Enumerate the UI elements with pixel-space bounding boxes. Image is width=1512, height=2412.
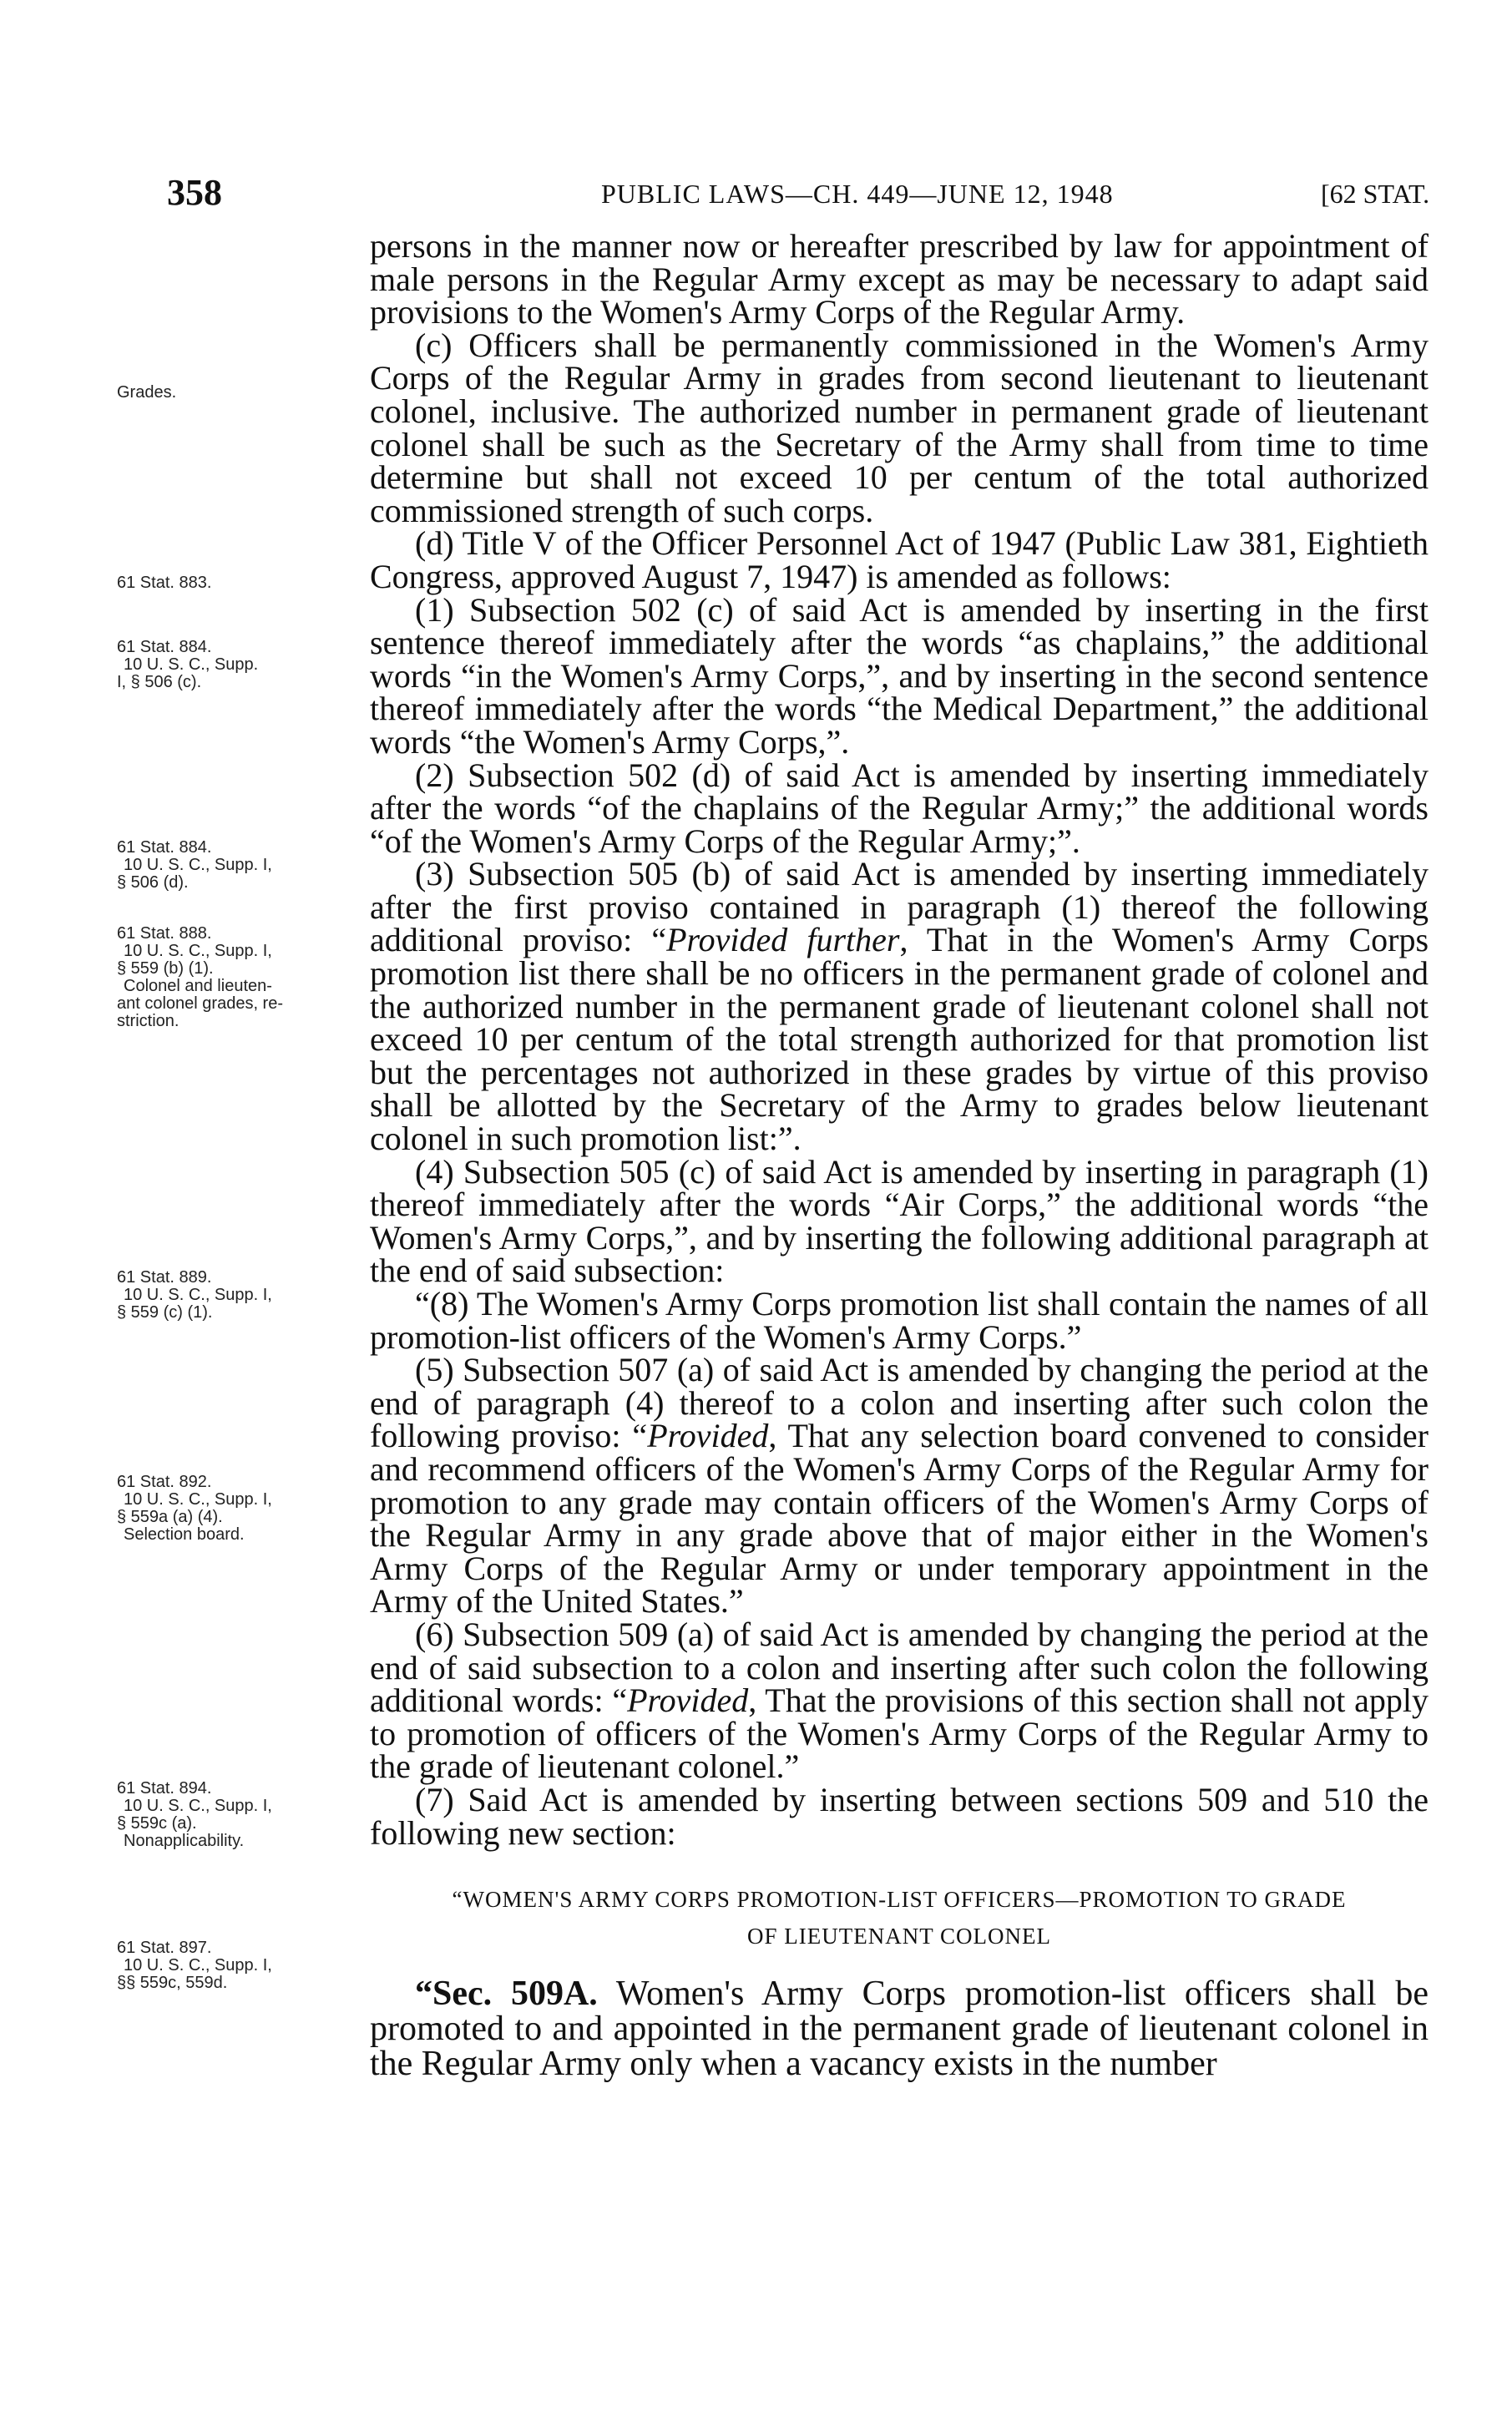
margin-note-text: 10 U. S. C., Supp. I, <box>124 1956 272 1975</box>
margin-note-text: § 559 (c) (1). <box>117 1303 213 1322</box>
margin-note-text: 61 Stat. 894. <box>117 1779 212 1798</box>
paragraph-7: (7) Said Act is amended by inserting between sections 509 and 510 the following new section: <box>370 1780 1429 1852</box>
page-number: 358 <box>167 172 222 213</box>
italic-term: Provided <box>647 1417 769 1455</box>
margin-note-text: striction. <box>117 1012 180 1030</box>
italic-term: Provided <box>627 1681 749 1720</box>
margin-note-text: 61 Stat. 889. <box>117 1268 212 1287</box>
margin-note-grades <box>117 384 359 402</box>
margin-note-text: 61 Stat. 888. <box>117 924 212 943</box>
text-run: (5) Subsection 507 (a) of said Act is amended by changing the period at the end of paragraph (4) thereof to a colon and inserting after such colon the following proviso: “ <box>370 1351 1429 1455</box>
text-run: , That the provisions of this section shall not apply to promotion of officers of the Women's Army Corps of the Regular Army to the grade of lieutenant colonel.” <box>370 1681 1429 1786</box>
margin-note-text: 10 U. S. C., Supp. I, <box>124 942 272 960</box>
margin-note-61-stat-884-c <box>117 639 359 691</box>
margin-note-text: 61 Stat. 884. <box>117 638 212 656</box>
margin-note-text: Colonel and lieuten- <box>124 977 272 995</box>
margin-note-61-stat-892 <box>117 1474 359 1544</box>
margin-note-text: I, § 506 (c). <box>117 673 202 691</box>
spacer <box>370 1849 1429 1881</box>
margin-note-text: Nonapplicability. <box>124 1832 245 1850</box>
paragraph-d: (d) Title V of the Officer Personnel Act of 1947 (Public Law 381, Eightieth Congress, approved August 7, 1947) is amended as follows: <box>370 524 1429 595</box>
margin-note-text: § 506 (d). <box>117 873 189 892</box>
section-509a <box>370 1975 1429 2084</box>
margin-note-text: § 559 (b) (1). <box>117 959 214 978</box>
margin-note-text: 61 Stat. 897. <box>117 1939 212 1957</box>
margin-note-text: Grades. <box>117 383 177 402</box>
margin-note-text: ant colonel grades, re- <box>117 994 284 1013</box>
paragraph-2: (2) Subsection 502 (d) of said Act is amended by inserting immediately after the words “of the chaplains of the Regular Army;” the additional words “of the Women's Army Corps of the Regular Army;”. <box>370 756 1429 860</box>
paragraph-3 <box>370 855 1429 1158</box>
margin-note-61-stat-884-d <box>117 839 359 892</box>
margin-note-61-stat-894 <box>117 1780 359 1850</box>
text-run: , That any selection board convened to consider and recommend officers of the Women's Army Corps of the Regular Army for promotion to any grade may contain officers of the Women's Army Corps of the Regular Army in any grade above that of major either in the Women's Army Corps of the Regular Army or under temporary appointment in the Army of the United States.” <box>370 1417 1429 1621</box>
heading-line: OF LIEUTENANT COLONEL <box>747 1924 1051 1949</box>
margin-note-text: 61 Stat. 883. <box>117 574 212 592</box>
margin-note-61-stat-888 <box>117 925 359 1030</box>
spacer <box>370 1954 1429 1976</box>
heading-line: “WOMEN'S ARMY CORPS PROMOTION-LIST OFFICERS—PROMOTION TO GRADE <box>452 1887 1347 1913</box>
paragraph-1: (1) Subsection 502 (c) of said Act is amended by inserting in the first sentence thereof immediately after the words “as chaplains,” the additional words “in the Women's Army Corps,”, and by inserting in the second sentence thereof immediately after the words “the Medical Department,” the additional words “the Women's Army Corps,”. <box>370 590 1429 761</box>
margin-note-text: § 559c (a). <box>117 1814 197 1833</box>
margin-note-text: 10 U. S. C., Supp. <box>124 655 259 674</box>
margin-note-text: 10 U. S. C., Supp. I, <box>124 856 272 874</box>
margin-note-text: 61 Stat. 892. <box>117 1473 212 1491</box>
paragraph-intro: persons in the manner now or hereafter prescribed by law for appointment of male persons in the Regular Army except as may be necessary to adapt said provisions to the Women's Army Corps of the Regular Army. <box>370 227 1429 331</box>
text-run: , That in the Women's Army Corps promotion list there shall be no officers in the permanent grade of colonel and the authorized number in the permanent grade of lieutenant colonel shall not exceed 10 per centum of the total strength authorized for that promotion list but the percentages not authorized in these grades by virtue of this proviso shall be allotted by the Secretary of the Army to grades below lieutenant colonel in such promotion list:”. <box>370 921 1429 1158</box>
margin-note-text: 61 Stat. 884. <box>117 838 212 857</box>
margin-note-text: 10 U. S. C., Supp. I, <box>124 1286 272 1304</box>
paragraph-4: (4) Subsection 505 (c) of said Act is amended by inserting in paragraph (1) thereof immediately after the words “Air Corps,” the additional words “the Women's Army Corps,”, and by inserting the following additional paragraph at the end of said subsection: <box>370 1152 1429 1290</box>
margin-note-text: § 559a (a) (4). <box>117 1508 223 1526</box>
italic-term: Provided further <box>666 921 900 959</box>
running-title: PUBLIC LAWS—CH. 449—JUNE 12, 1948 <box>601 179 1114 209</box>
margin-note-text: 10 U. S. C., Supp. I, <box>124 1490 272 1509</box>
paragraph-5 <box>370 1351 1429 1621</box>
margin-note-61-stat-883 <box>117 574 359 592</box>
margin-note-61-stat-889 <box>117 1269 359 1322</box>
section-label: “Sec. 509A. <box>415 1975 598 2014</box>
section-heading <box>370 1881 1429 1954</box>
volume-reference: [62 STAT. <box>1321 179 1430 209</box>
running-head <box>0 172 1512 214</box>
paragraph-8-quote: “(8) The Women's Army Corps promotion list shall contain the names of all promotion-list officers of the Women's Army Corps.” <box>370 1285 1429 1356</box>
margin-note-text: 10 U. S. C., Supp. I, <box>124 1797 272 1815</box>
main-text-column <box>370 227 1429 2084</box>
paragraph-6 <box>370 1615 1429 1786</box>
margin-note-61-stat-897 <box>117 1939 359 1992</box>
margin-note-text: Selection board. <box>124 1525 245 1544</box>
text-run: Women's Army Corps promotion-list officers shall be promoted to and appointed in the permanent grade of lieutenant colonel in the Regular Army only when a vacancy exists in the number <box>370 1975 1429 2084</box>
text-run: (6) Subsection 509 (a) of said Act is amended by changing the period at the end of said subsection to a colon and inserting after such colon the following additional words: “ <box>370 1615 1429 1720</box>
paragraph-c: (c) Officers shall be permanently commissioned in the Women's Army Corps of the Regular Army in grades from second lieutenant to lieutenant colonel, inclusive. The authorized number in permanent grade of lieutenant colonel shall be such as the Secretary of the Army shall from time to time determine but shall not exceed 10 per centum of the total authorized commissioned strength of such corps. <box>370 326 1429 529</box>
margin-note-text: §§ 559c, 559d. <box>117 1974 228 1992</box>
text-run: (3) Subsection 505 (b) of said Act is amended by inserting immediately after the first proviso contained in paragraph (1) thereof the following additional proviso: “ <box>370 855 1429 959</box>
